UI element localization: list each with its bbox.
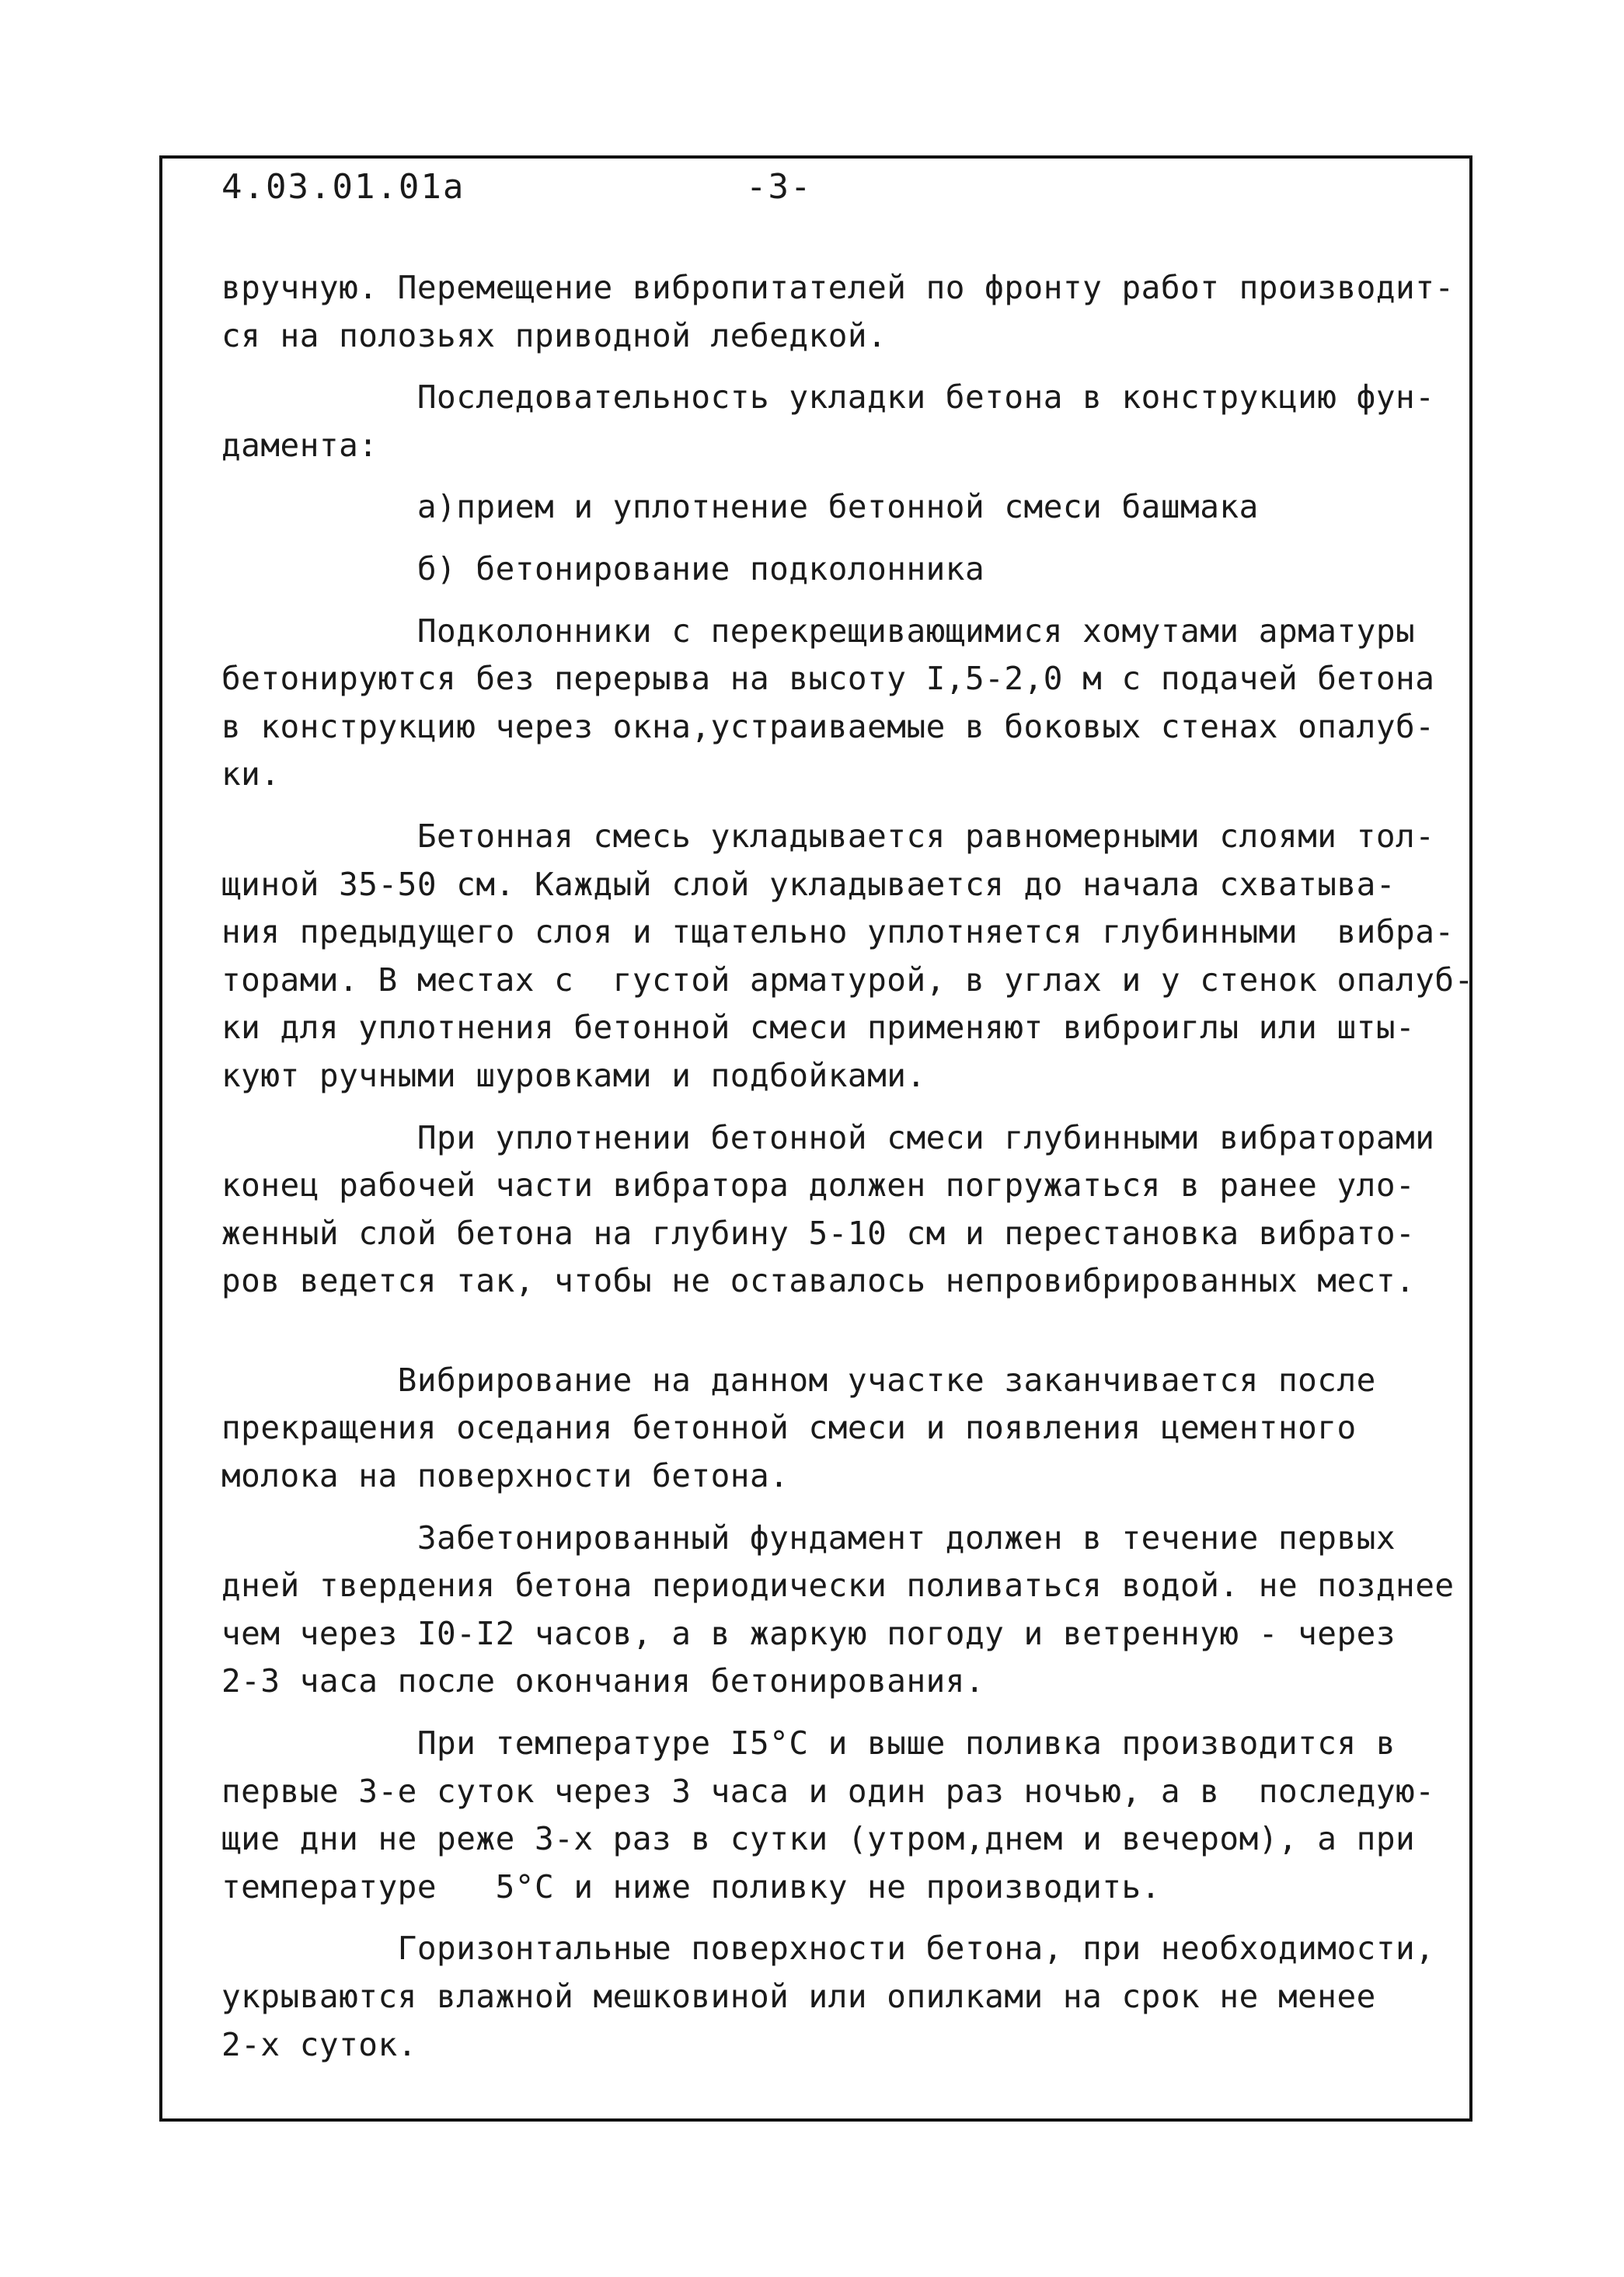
text-line: Последовательность укладки бетона в конструкцию фун-: [221, 378, 1435, 417]
paragraph: [221, 608, 1449, 799]
text-line: 2-х суток.: [221, 2025, 417, 2063]
text-line: торами. В местах с густой арматурой, в углах и у стенок опалуб-: [221, 961, 1474, 999]
text-line: 2-3 часа после окончания бетонирования.: [221, 1662, 985, 1700]
text-line: укрываются влажной мешковиной или опилками на срок не менее: [221, 1978, 1376, 2015]
text-line: прекращения оседания бетонной смеси и появления цементного: [221, 1409, 1357, 1447]
text-line: Бетонная смесь укладывается равномерными слоями тол-: [221, 817, 1435, 855]
text-line: ки для уплотнения бетонной смеси применяют виброиглы или шты-: [221, 1009, 1416, 1047]
text-line: дней твердения бетона периодически поливаться водой. не позднее: [221, 1567, 1455, 1605]
paragraph: [221, 1925, 1449, 2069]
text-line: щиной 35-50 см. Каждый слой укладывается до начала схватыва-: [221, 865, 1396, 903]
text-line: Забетонированный фундамент должен в течение первых: [221, 1519, 1396, 1557]
text-line: щие дни не реже 3-х раз в сутки (утром,днем и вечером), а при: [221, 1820, 1416, 1858]
text-line: б) бетонирование подколонника: [221, 549, 985, 588]
text-line: молока на поверхности бетона.: [221, 1457, 789, 1495]
text-line: а)прием и уплотнение бетонной смеси башмака: [221, 488, 1259, 526]
list-item: [221, 483, 1449, 532]
text-line: При температуре I5°С и выше поливка производится в: [221, 1724, 1396, 1763]
text-line: бетонируются без перерыва на высоту I,5-2,0 м с подачей бетона: [221, 660, 1435, 698]
text-line: в конструкцию через окна,устраиваемые в боковых стенах опалуб-: [221, 707, 1435, 745]
text-line: вручную. Перемещение вибропитателей по фронту работ производит-: [221, 269, 1455, 306]
text-line: ки.: [221, 755, 281, 793]
paragraph: [221, 1515, 1455, 1706]
text-line: ся на полозьях приводной лебедкой.: [221, 316, 887, 354]
text-line: температуре 5°С и ниже поливку не производить.: [221, 1867, 1161, 1906]
paragraph: [221, 374, 1449, 469]
paragraph: [221, 813, 1474, 1100]
paragraph: [221, 264, 1455, 360]
text-line: дамента:: [221, 426, 378, 464]
text-line: Подколонники с перекрещивающимися хомутами арматуры: [221, 612, 1416, 650]
paragraph: [221, 1720, 1449, 1911]
text-line: При уплотнении бетонной смеси глубинными вибраторами: [221, 1118, 1435, 1156]
text-line: ния предыдущего слоя и тщательно уплотняется глубинными вибра-: [221, 913, 1455, 951]
paragraph: [221, 1357, 1449, 1501]
body-text: [221, 264, 1474, 2083]
document-code: 4.03.01.01а: [221, 167, 465, 207]
text-line: чем через I0-I2 часов, а в жаркую погоду и ветренную - через: [221, 1614, 1396, 1652]
text-line: первые 3-е суток через 3 часа и один раз ночью, а в последую-: [221, 1772, 1435, 1810]
text-line: женный слой бетона на глубину 5-10 см и перестановка вибрато-: [221, 1214, 1416, 1252]
text-line: конец рабочей части вибратора должен погружаться в ранее уло-: [221, 1166, 1416, 1205]
text-line: Вибрирование на данном участке заканчивается после: [221, 1361, 1376, 1399]
list-item: [221, 546, 1449, 594]
text-line: Горизонтальные поверхности бетона, при необходимости,: [221, 1930, 1435, 1968]
page-number: -3-: [746, 167, 813, 207]
text-line: куют ручными шуровками и подбойками.: [221, 1056, 926, 1094]
text-line: ров ведется так, чтобы не оставалось непровибрированных мест.: [221, 1262, 1416, 1300]
paragraph: [221, 1114, 1449, 1306]
spacer: [221, 1320, 1449, 1357]
